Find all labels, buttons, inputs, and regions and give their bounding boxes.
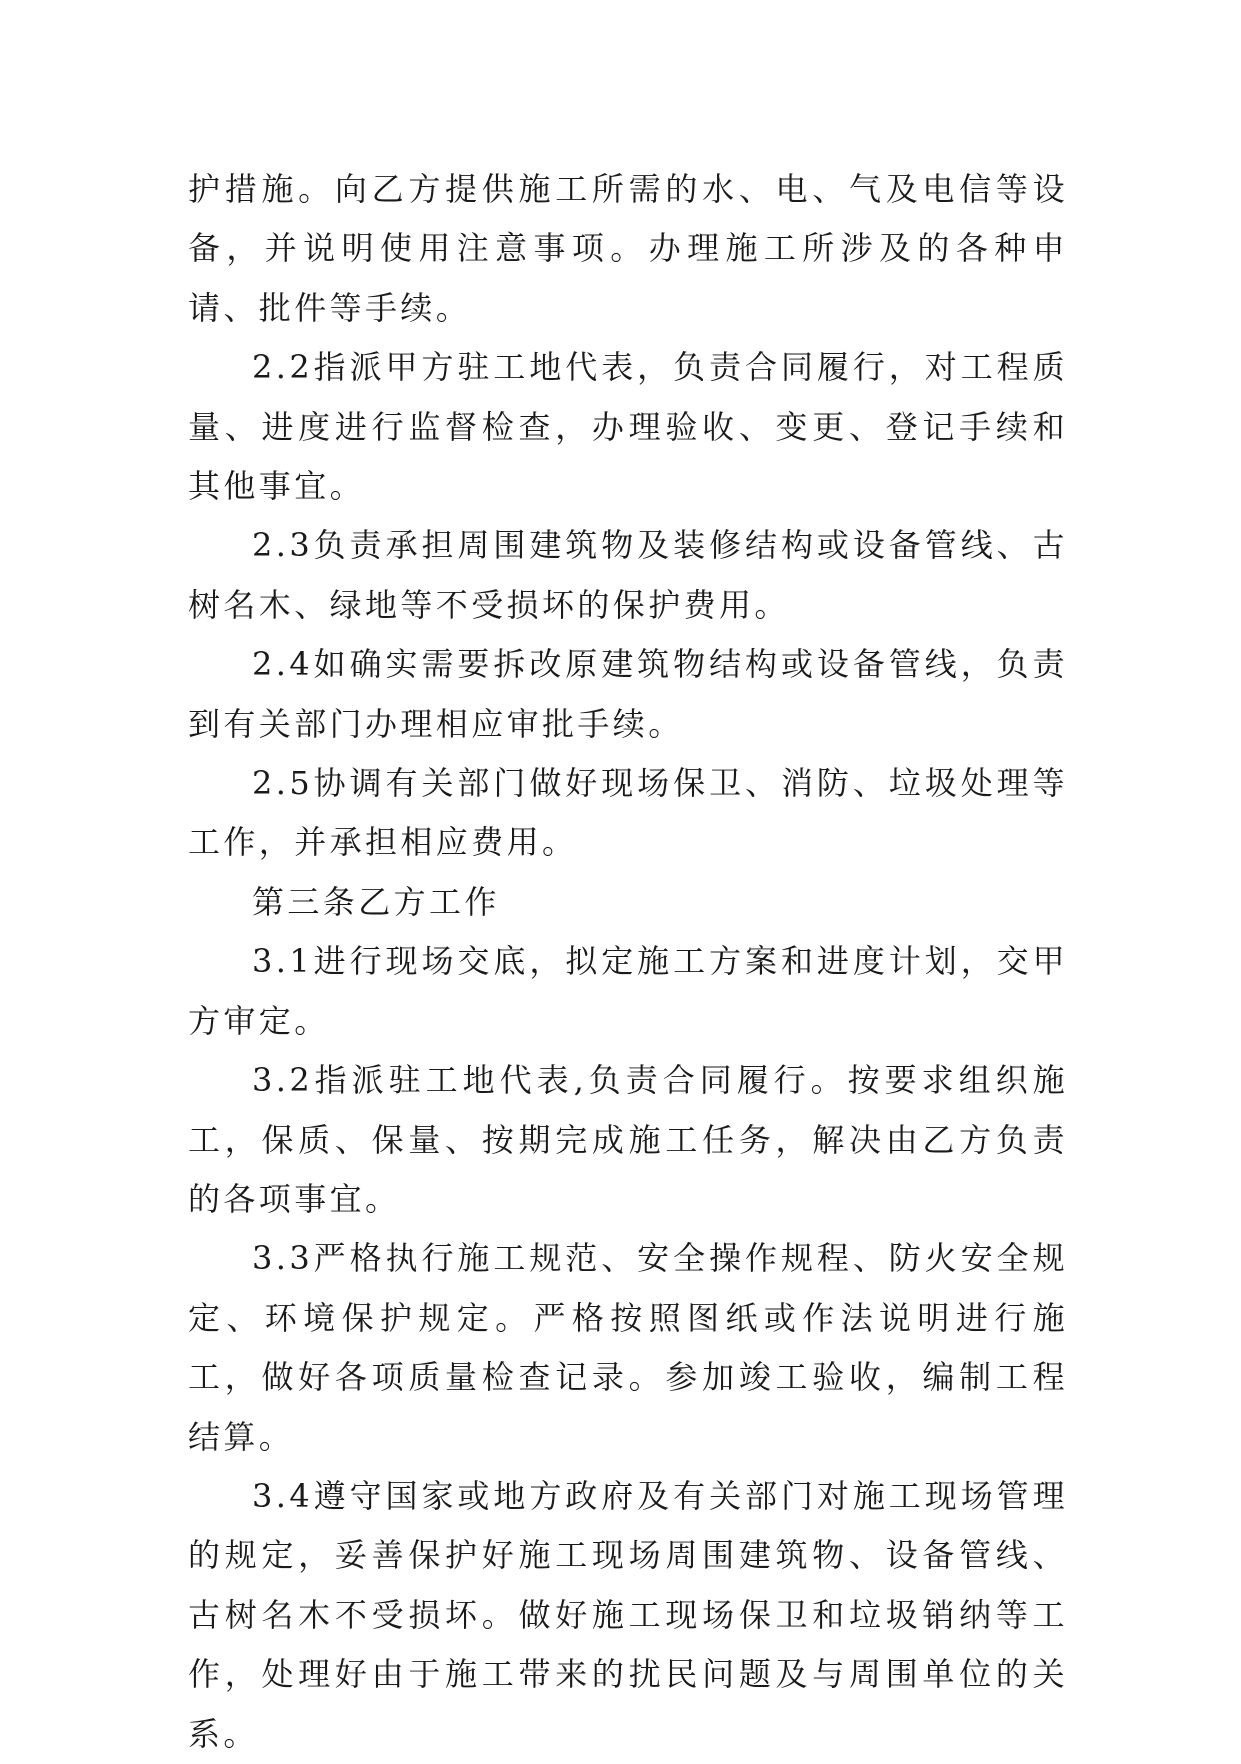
- document-body: [188, 160, 1068, 1764]
- clause-3-1: 3.1进行现场交底，拟定施工方案和进度计划，交甲方审定。: [188, 942, 1068, 1040]
- clause-2-3: 2.3负责承担周围建筑物及装修结构或设备管线、古树名木、绿地等不受损坏的保护费用。: [188, 526, 1068, 624]
- paragraph-continuation: 护措施。向乙方提供施工所需的水、电、气及电信等设备，并说明使用注意事项。办理施工所涉及的各种申请、批件等手续。: [188, 170, 1068, 327]
- clause-3-4: 3.4遵守国家或地方政府及有关部门对施工现场管理的规定，妥善保护好施工现场周围建筑物、设备管线、古树名木不受损坏。做好施工现场保卫和垃圾销纳等工作，处理好由于施工带来的扰民问题及与周围单位的关系。: [188, 1476, 1068, 1753]
- section-heading-article-3: 第三条乙方工作: [252, 882, 500, 921]
- clause-3-3: 3.3严格执行施工规范、安全操作规程、防火安全规定、环境保护规定。严格按照图纸或作法说明进行施工，做好各项质量检查记录。参加竣工验收，编制工程结算。: [188, 1239, 1068, 1456]
- clause-3-2: 3.2指派驻工地代表,负责合同履行。按要求组织施工，保质、保量、按期完成施工任务，解决由乙方负责的各项事宜。: [188, 1061, 1068, 1218]
- clause-2-4: 2.4如确实需要拆改原建筑物结构或设备管线，负责到有关部门办理相应审批手续。: [188, 645, 1068, 743]
- clause-2-5: 2.5协调有关部门做好现场保卫、消防、垃圾处理等工作，并承担相应费用。: [188, 764, 1068, 862]
- clause-2-2: 2.2指派甲方驻工地代表，负责合同履行，对工程质量、进度进行监督检查，办理验收、变更、登记手续和其他事宜。: [188, 348, 1068, 506]
